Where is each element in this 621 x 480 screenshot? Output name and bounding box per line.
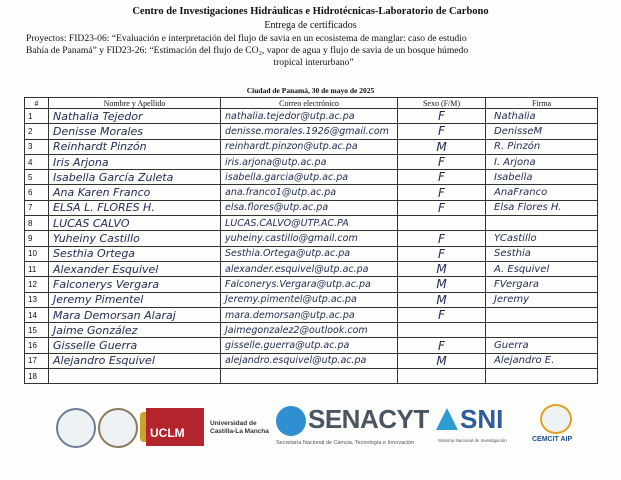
row-signature: DenisseM	[486, 124, 598, 139]
row-name: Mara Demorsan Alaraj	[49, 307, 221, 322]
row-number: 3	[25, 139, 49, 154]
table-row	[25, 139, 598, 154]
row-sex: F	[398, 170, 486, 185]
row-signature: R. Pinzón	[486, 139, 598, 154]
row-sex	[398, 323, 486, 338]
col-sex-header: Sexo (F/M)	[398, 98, 486, 109]
row-email: elsa.flores@utp.ac.pa	[221, 200, 398, 215]
row-signature: FVergara	[486, 277, 598, 292]
senacyt-caption: Secretaría Nacional de Ciencia, Tecnología e Innovación	[276, 440, 415, 446]
row-email: Sesthia.Ortega@utp.ac.pa	[221, 246, 398, 261]
row-number: 4	[25, 154, 49, 169]
row-email: iris.arjona@utp.ac.pa	[221, 154, 398, 169]
sni-icon	[436, 408, 458, 430]
col-name-header: Nombre y Apellido	[49, 98, 221, 109]
table-row	[25, 154, 598, 169]
col-signature-header: Firma	[486, 98, 598, 109]
row-name: Reinhardt Pinzón	[49, 139, 221, 154]
table-row	[25, 353, 598, 368]
row-signature	[486, 307, 598, 322]
row-name: Yuheiny Castillo	[49, 231, 221, 246]
row-name: Denisse Morales	[49, 124, 221, 139]
table-row	[25, 277, 598, 292]
row-signature: Guerra	[486, 338, 598, 353]
row-sex: F	[398, 109, 486, 124]
table-row	[25, 109, 598, 124]
table-row	[25, 231, 598, 246]
cihh-seal-logo	[98, 408, 138, 448]
row-number: 1	[25, 109, 49, 124]
attendance-table	[24, 97, 598, 384]
table-row	[25, 170, 598, 185]
row-sex: F	[398, 338, 486, 353]
table-row	[25, 185, 598, 200]
row-signature	[486, 369, 598, 384]
document-date: Ciudad de Panamá, 30 de mayo de 2025	[246, 86, 375, 95]
row-sex: F	[398, 246, 486, 261]
row-sex: M	[398, 139, 486, 154]
row-number: 8	[25, 216, 49, 231]
logo-footer	[40, 398, 600, 458]
table-row	[25, 323, 598, 338]
uclm-caption-line-2: Castilla-La Mancha	[210, 428, 269, 435]
table-row	[25, 124, 598, 139]
row-name: Iris Arjona	[49, 154, 221, 169]
row-signature: Elsa Flores H.	[486, 200, 598, 215]
row-name: Alejandro Esquivel	[49, 353, 221, 368]
row-email: alexander.esquivel@utp.ac.pa	[221, 261, 398, 276]
sni-wordmark: SNI	[460, 404, 504, 434]
row-sex	[398, 216, 486, 231]
row-signature: Nathalia	[486, 109, 598, 124]
institution-title: Centro de Investigaciones Hidráulicas e Hidrotécnicas-Laboratorio de Carbono	[132, 6, 489, 17]
row-email: denisse.morales.1926@gmail.com	[221, 124, 398, 139]
uclm-logo	[146, 408, 204, 446]
table-header-row	[25, 98, 598, 109]
row-number: 14	[25, 307, 49, 322]
row-number: 11	[25, 261, 49, 276]
table-row	[25, 292, 598, 307]
row-name: Nathalia Tejedor	[49, 109, 221, 124]
document-subtitle: Entrega de certificados	[264, 20, 357, 31]
row-sex: M	[398, 353, 486, 368]
uclm-caption-line-1: Universidad de	[210, 420, 257, 427]
university-seal-logo	[56, 408, 96, 448]
row-email: mara.demorsan@utp.ac.pa	[221, 307, 398, 322]
row-signature: Sesthia	[486, 246, 598, 261]
table-row	[25, 307, 598, 322]
row-number: 17	[25, 353, 49, 368]
row-sex: M	[398, 292, 486, 307]
row-sex: F	[398, 185, 486, 200]
row-email: yuheiny.castillo@gmail.com	[221, 231, 398, 246]
row-name: Falconerys Vergara	[49, 277, 221, 292]
row-email	[221, 369, 398, 384]
row-sex: F	[398, 124, 486, 139]
row-number: 13	[25, 292, 49, 307]
row-number: 18	[25, 369, 49, 384]
row-signature	[486, 323, 598, 338]
row-name: Gisselle Guerra	[49, 338, 221, 353]
row-name: Isabella García Zuleta	[49, 170, 221, 185]
row-email: Jeremy.pimentel@utp.ac.pa	[221, 292, 398, 307]
col-number-header: #	[25, 98, 49, 109]
table-row	[25, 216, 598, 231]
row-email: ana.franco1@utp.ac.pa	[221, 185, 398, 200]
row-sex: F	[398, 231, 486, 246]
row-sex	[398, 369, 486, 384]
row-email: Jaimegonzalez2@outlook.com	[221, 323, 398, 338]
projects-line-1: Proyectos: FID23-06: “Evaluación e interpretación del flujo de savia en un ecosistema de manglar: caso de estudio	[26, 33, 467, 44]
row-signature: Jeremy	[486, 292, 598, 307]
row-number: 9	[25, 231, 49, 246]
row-number: 15	[25, 323, 49, 338]
row-email: alejandro.esquivel@utp.ac.pa	[221, 353, 398, 368]
row-name: LUCAS CALVO	[49, 216, 221, 231]
senacyt-wordmark: SENACYT	[308, 404, 429, 434]
row-sex: M	[398, 261, 486, 276]
row-name	[49, 369, 221, 384]
row-email: reinhardt.pinzon@utp.ac.pa	[221, 139, 398, 154]
row-number: 16	[25, 338, 49, 353]
table-row	[25, 261, 598, 276]
row-number: 2	[25, 124, 49, 139]
sni-caption: Sistema Nacional de Investigación	[438, 438, 507, 443]
row-name: ELSA L. FLORES H.	[49, 200, 221, 215]
uclm-wordmark: UCLM	[150, 426, 185, 440]
row-sex: F	[398, 200, 486, 215]
projects-line-3: tropical interurbano”	[273, 57, 354, 68]
row-number: 7	[25, 200, 49, 215]
row-signature: YCastillo	[486, 231, 598, 246]
row-email: Falconerys.Vergara@utp.ac.pa	[221, 277, 398, 292]
row-name: Sesthia Ortega	[49, 246, 221, 261]
projects-line-2: Bahía de Panamá” y FID23-26: “Estimación del flujo de CO₂, vapor de agua y flujo de savia de un bosque húmedo	[26, 45, 469, 56]
row-email: nathalia.tejedor@utp.ac.pa	[221, 109, 398, 124]
table-row	[25, 338, 598, 353]
row-name: Jaime González	[49, 323, 221, 338]
row-signature	[486, 216, 598, 231]
row-name: Jeremy Pimentel	[49, 292, 221, 307]
row-signature: A. Esquivel	[486, 261, 598, 276]
row-email: LUCAS.CALVO@UTP.AC.PA	[221, 216, 398, 231]
row-signature: I. Arjona	[486, 154, 598, 169]
row-signature: Isabella	[486, 170, 598, 185]
row-email: gisselle.guerra@utp.ac.pa	[221, 338, 398, 353]
table-body	[25, 109, 598, 384]
row-number: 10	[25, 246, 49, 261]
table-row	[25, 369, 598, 384]
row-number: 5	[25, 170, 49, 185]
uclm-caption	[210, 420, 269, 436]
row-signature: Alejandro E.	[486, 353, 598, 368]
cemcit-icon	[540, 404, 572, 434]
table-row	[25, 246, 598, 261]
projects-description	[26, 33, 601, 69]
row-name: Ana Karen Franco	[49, 185, 221, 200]
row-number: 6	[25, 185, 49, 200]
row-sex: M	[398, 277, 486, 292]
col-email-header: Correo electrónico	[221, 98, 398, 109]
row-sex: F	[398, 154, 486, 169]
row-signature: AnaFranco	[486, 185, 598, 200]
row-sex: F	[398, 307, 486, 322]
row-name: Alexander Esquivel	[49, 261, 221, 276]
cemcit-wordmark: CEMCIT AIP	[532, 436, 573, 443]
row-email: isabella.garcia@utp.ac.pa	[221, 170, 398, 185]
row-number: 12	[25, 277, 49, 292]
table-row	[25, 200, 598, 215]
senacyt-icon	[276, 406, 306, 436]
